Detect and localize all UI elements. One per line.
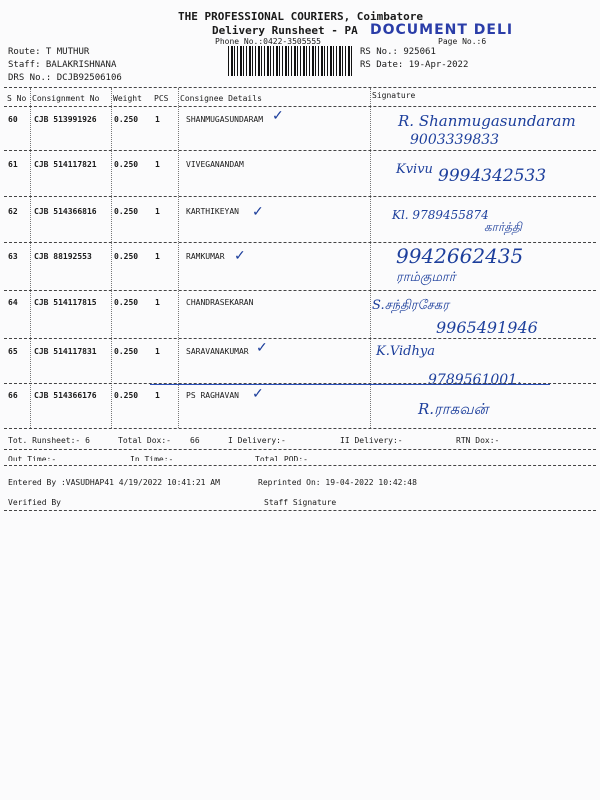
barcode (228, 46, 354, 76)
row-rule (4, 338, 596, 339)
footer-rule (4, 510, 596, 511)
pen-stroke (150, 384, 550, 385)
runsheet-title: Delivery Runsheet - PA (212, 24, 358, 37)
company-name: THE PROFESSIONAL COURIERS, Coimbatore (178, 10, 424, 23)
route: Route: T MUTHUR (8, 47, 90, 57)
table-top-rule (4, 87, 596, 88)
row-pcs: 1 (155, 252, 160, 261)
table-bottom-rule (4, 428, 596, 429)
row-weight: 0.250 (114, 391, 139, 400)
signature-phone: 9003339833 (410, 132, 500, 148)
staff: Staff: BALAKRISHNANA (8, 60, 117, 70)
row-consignee: RAMKUMAR (186, 252, 225, 261)
rtn-dox: RTN Dox:- (456, 436, 500, 445)
i-delivery: I Delivery:- (228, 436, 286, 445)
row-pcs: 1 (155, 391, 160, 400)
row-pcs: 1 (155, 347, 160, 356)
header-signature: Signature (372, 91, 416, 100)
check-mark: ✓ (252, 204, 264, 220)
row-sno: 65 (8, 347, 18, 356)
row-weight: 0.250 (114, 207, 139, 216)
signature-phone: 9965491946 (436, 318, 538, 337)
in-time: In Time:- (130, 455, 174, 461)
header-bottom-rule (4, 106, 596, 107)
row-sno: 61 (8, 160, 18, 169)
row-consignment: CJB 514117815 (34, 298, 97, 307)
row-consignee: VIVEGANANDAM (186, 160, 244, 169)
row-consignment: CJB 513991926 (34, 115, 97, 124)
total-pod: Total POD:- (255, 455, 308, 461)
row-sno: 62 (8, 207, 18, 216)
check-mark: ✓ (252, 386, 264, 402)
check-mark: ✓ (272, 108, 284, 124)
row-consignee: SARAVANAKUMAR (186, 347, 249, 356)
row-sno: 66 (8, 391, 18, 400)
row-weight: 0.250 (114, 347, 139, 356)
row-rule (4, 242, 596, 243)
staff-signature: Staff Signature (264, 498, 337, 507)
row-rule (4, 383, 596, 384)
rs-number: RS No.: 925061 (360, 47, 436, 57)
page-number: Page No.:6 (438, 37, 487, 46)
row-consignment: CJB 514117821 (34, 160, 97, 169)
header-weight: Weight (113, 94, 142, 103)
document-stamp: DOCUMENT DELI (370, 22, 514, 38)
signature-name: R.ராகவன் (418, 400, 489, 418)
row-sno: 63 (8, 252, 18, 261)
header-sno: S No (7, 94, 27, 103)
total-dox-value: 66 (190, 436, 200, 445)
column-divider (30, 88, 31, 428)
row-consignment: CJB 514366816 (34, 207, 97, 216)
signature-phone: 9789561001. (428, 372, 522, 388)
signature-name: ராம்குமார் (396, 270, 456, 285)
row-consignee: CHANDRASEKARAN (186, 298, 254, 307)
row-weight: 0.250 (114, 115, 139, 124)
verified-by: Verified By (8, 498, 61, 507)
cut-rule (4, 465, 596, 466)
row-weight: 0.250 (114, 160, 139, 169)
row-consignee: SHANMUGASUNDARAM (186, 115, 264, 124)
signature-name: Kvivu (396, 162, 433, 177)
row-rule (4, 150, 596, 151)
ii-delivery: II Delivery:- (340, 436, 403, 445)
header-consignment: Consignment No (32, 94, 100, 103)
row-sno: 60 (8, 115, 18, 124)
entered-by: Entered By :VASUDHAP41 4/19/2022 10:41:21 AM (8, 478, 220, 487)
signature-name: Kl. 9789455874 (392, 208, 489, 222)
column-divider (370, 88, 371, 428)
phone-number: Phone No.:0422-3505555 (215, 37, 321, 46)
row-consignee: KARTHIKEYAN (186, 207, 239, 216)
check-mark: ✓ (234, 248, 246, 264)
row-consignment: CJB 514117831 (34, 347, 97, 356)
row-pcs: 1 (155, 207, 160, 216)
reprinted-on: Reprinted On: 19-04-2022 10:42:48 (258, 478, 417, 487)
total-dox-label: Total Dox:- (118, 436, 171, 445)
row-pcs: 1 (155, 115, 160, 124)
signature-name: R. Shanmugasundaram (398, 112, 576, 130)
signature-phone: 9942662435 (396, 244, 524, 268)
row-rule (4, 290, 596, 291)
check-mark: ✓ (256, 340, 268, 356)
row-weight: 0.250 (114, 298, 139, 307)
signature-extra: கார்த்தி (484, 220, 522, 234)
drs-number: DRS No.: DCJB92506106 (8, 73, 122, 83)
header-pcs: PCS (154, 94, 169, 103)
totals-rule (4, 449, 596, 450)
row-sno: 64 (8, 298, 18, 307)
signature-phone: 9994342533 (438, 166, 547, 186)
row-pcs: 1 (155, 298, 160, 307)
signature-name: K.Vidhya (376, 344, 435, 359)
row-consignment: CJB 88192553 (34, 252, 92, 261)
row-weight: 0.250 (114, 252, 139, 261)
rs-date: RS Date: 19-Apr-2022 (360, 60, 469, 70)
column-divider (111, 88, 112, 428)
header-consignee: Consignee Details (180, 94, 262, 103)
row-pcs: 1 (155, 160, 160, 169)
out-time: Out Time:- (8, 455, 57, 461)
row-rule (4, 196, 596, 197)
row-consignee: PS RAGHAVAN (186, 391, 239, 400)
total-runsheet: Tot. Runsheet:- 6 (8, 436, 90, 445)
column-divider (178, 88, 179, 428)
row-consignment: CJB 514366176 (34, 391, 97, 400)
signature-name: S.சந்திரசேகர (372, 298, 449, 313)
